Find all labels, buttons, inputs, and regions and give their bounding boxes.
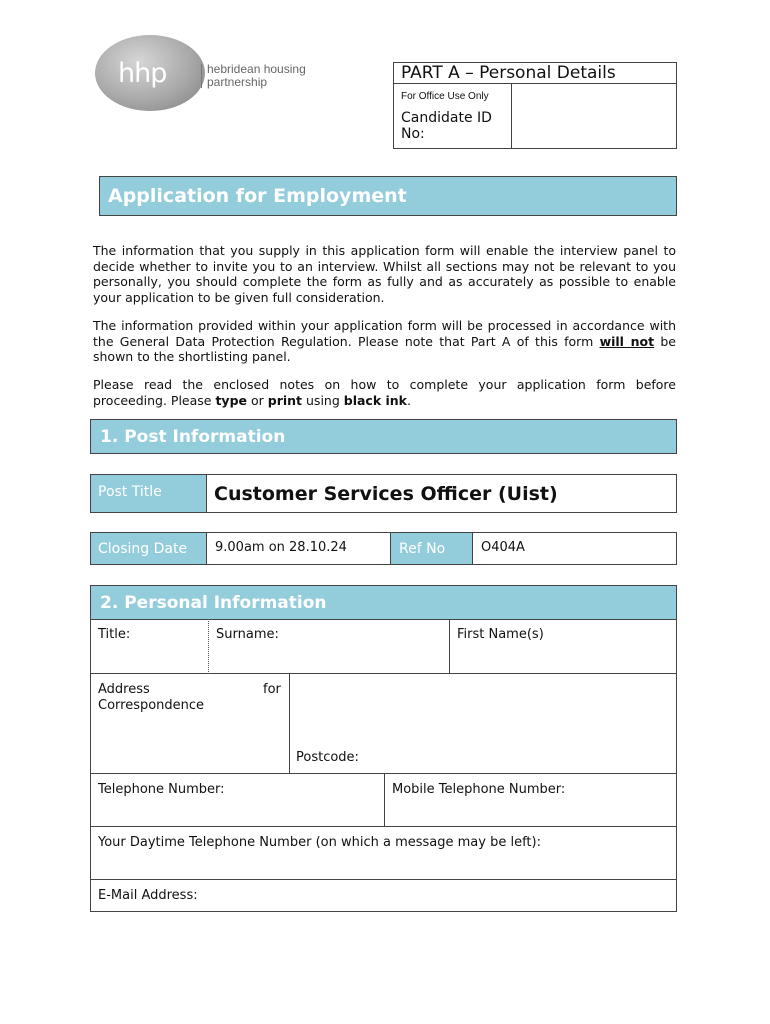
telephone-label: Telephone Number: — [98, 782, 225, 797]
email-label: E-Mail Address: — [98, 888, 198, 903]
address-input[interactable] — [290, 674, 677, 752]
daytime-telephone-row — [91, 827, 676, 880]
ref-no-label: Ref No — [390, 533, 472, 564]
address-label-line1: Address — [98, 682, 150, 697]
first-names-label: First Name(s) — [457, 627, 544, 642]
logo-name-line1: hebridean housing — [207, 62, 306, 76]
closing-date-row — [90, 532, 677, 565]
candidate-id-label: Candidate ID No: — [401, 110, 492, 142]
personal-info-table — [90, 619, 677, 912]
intro-p3-end: . — [407, 392, 411, 408]
title-divider — [208, 619, 209, 674]
name-row — [91, 619, 676, 674]
intro-p2-text-a: The information provided within your application form will be processed in accordance with the General Data Protection Regulation. Please note that Part A of this form — [93, 318, 676, 349]
telephone-row — [91, 774, 676, 827]
post-title-value[interactable]: Customer Services Officer (Uist) — [206, 475, 676, 512]
surname-label: Surname: — [216, 627, 279, 642]
intro-p3-using: using — [302, 392, 344, 408]
closing-date-value[interactable]: 9.00am on 28.10.24 — [206, 533, 390, 564]
intro-p3-text-a: Please read the enclosed notes on how to complete your application form before proceeding. Please — [93, 377, 676, 408]
logo-name — [207, 63, 306, 89]
surname-divider — [449, 619, 450, 674]
email-row — [91, 880, 676, 912]
logo-name-line2: partnership — [207, 75, 268, 89]
title-field-label: Title: — [98, 627, 131, 642]
address-row — [91, 674, 676, 774]
telephone-divider — [384, 774, 385, 827]
intro-paragraph-2 — [93, 318, 676, 365]
office-use-label: For Office Use Only — [401, 91, 489, 102]
section-2-heading: 2. Personal Information — [90, 585, 677, 620]
intro-p3-print: print — [267, 392, 303, 408]
intro-p2-text-c: be shown to the shortlisting panel. — [93, 333, 676, 364]
logo-mark: hhp — [118, 58, 167, 89]
intro-p3-type: type — [215, 392, 248, 408]
intro-p2-emphasis: will not — [599, 333, 655, 349]
post-title-row — [90, 474, 677, 513]
ref-no-value[interactable]: O404A — [472, 533, 676, 564]
section-1-heading: 1. Post Information — [90, 419, 677, 454]
closing-date-label: Closing Date — [91, 533, 206, 564]
postcode-label: Postcode: — [296, 750, 359, 765]
intro-p3-or: or — [247, 392, 268, 408]
intro-paragraph-3 — [93, 377, 676, 408]
mobile-label: Mobile Telephone Number: — [392, 782, 566, 797]
post-title-label: Post Title — [91, 475, 206, 512]
address-label-line2: Correspondence — [98, 698, 205, 713]
logo-divider — [201, 64, 202, 88]
part-a-title: PART A – Personal Details — [394, 63, 676, 84]
intro-paragraph-1: The information that you supply in this application form will enable the interview panel to decide whether to invite you to an interview. Whilst all sections may not be relevant to you personally, you should complete the form as fully and as accurately as possible to enable your application to be given full consideration. — [93, 243, 676, 305]
part-a-box — [393, 62, 677, 149]
page-title: Application for Employment — [99, 176, 677, 216]
office-use-cell — [394, 84, 512, 148]
address-label-for: for — [263, 682, 281, 697]
daytime-telephone-label: Your Daytime Telephone Number (on which a message may be left): — [98, 835, 541, 850]
intro-p3-ink: black ink — [343, 392, 407, 408]
